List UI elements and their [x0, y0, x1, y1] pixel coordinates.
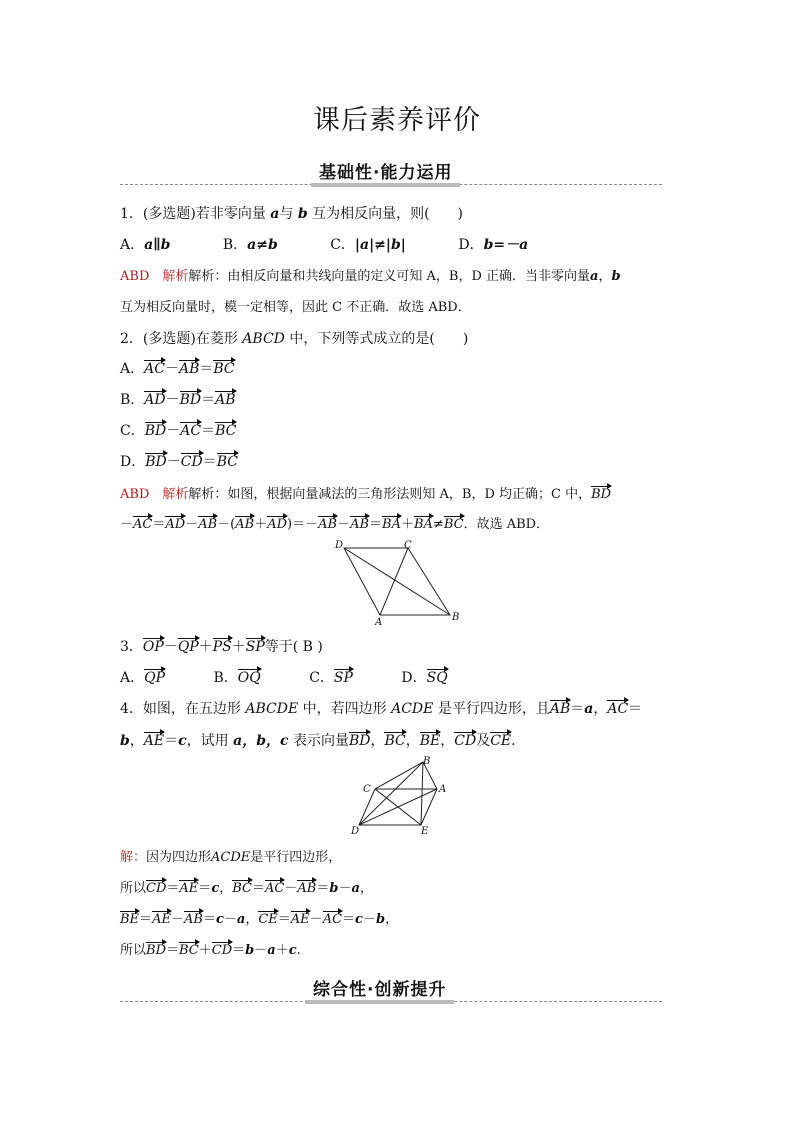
label-d: D: [335, 540, 344, 551]
label-b: B: [423, 756, 431, 767]
label-c: C: [404, 540, 412, 551]
question-2-solution-line2: －AC＝AD－AB－(AB＋AD)＝－AB－AB＝BA＋BA≠BC．故选 ABD．: [120, 517, 550, 532]
question-2-option-d: D．BD－CD＝BC: [120, 454, 238, 470]
question-3-options: A．QP B．OQ C．SP D．SQ: [120, 670, 448, 686]
question-4-solution-line1: 解：因为四边形ACDE是平行四边形，: [120, 850, 342, 865]
question-2-solution: ABD 解析解析：如图，根据向量减法的三角形法则知 A，B，D 均正确；C 中，BD: [120, 487, 612, 502]
question-1-solution-line2: 互为相反向量时，模一定相等，因此 C 不正确．故选 ABD．: [120, 300, 471, 315]
question-4-solution-line3: BE＝AE－AB＝c－a，CE＝AE－AC＝c－b，: [120, 912, 399, 927]
question-2-stem: 2．(多选题)在菱形 ABCD 中，下列等式成立的是( ): [120, 331, 469, 347]
section-heading-comprehensive: 综合性·创新提升: [305, 975, 454, 1000]
question-4-line2: b，AE＝c，试用 a，b，c 表示向量BD，BC，BE，CD及CE．: [120, 733, 526, 749]
question-2-option-c: C．BD－AC＝BC: [120, 423, 237, 439]
label-b: B: [452, 612, 460, 623]
page-title: 课后素养评价: [313, 105, 481, 136]
label-d: D: [351, 826, 360, 837]
question-2-option-b: B．AD－BD＝AB: [120, 392, 236, 408]
label-c: C: [363, 784, 371, 795]
label-e: E: [421, 826, 429, 837]
question-1-options: A．a∥b B．a≠b C．|a|≠|b| D．b=－a: [120, 237, 529, 253]
rhombus-figure: [330, 538, 465, 626]
question-4-line1: 4．如图，在五边形 ABCDE 中，若四边形 ACDE 是平行四边形，且AB＝a，AC＝: [120, 701, 643, 717]
section-heading-basic: 基础性·能力运用: [311, 158, 460, 183]
question-1-solution: ABD 解析解析：由相反向量和共线向量的定义可知 A，B，D 正确．当非零向量a，b: [120, 269, 621, 284]
pentagon-figure: [345, 754, 450, 838]
question-4-solution-line4: 所以BD＝BC＋CD＝b－a＋c.: [120, 943, 301, 958]
question-4-solution-line2: 所以CD＝AE＝c，BC＝AC－AB＝b－a，: [120, 881, 373, 896]
label-a: A: [439, 784, 447, 795]
label-a: A: [375, 617, 383, 626]
question-1-stem: 1．(多选题)若非零向量 a与 b 互为相反向量，则( ): [120, 206, 464, 222]
question-3-stem: 3．OP－QP＋PS＋SP等于( B ): [120, 639, 323, 655]
question-2-option-a: A．AC－AB＝BC: [120, 361, 235, 377]
